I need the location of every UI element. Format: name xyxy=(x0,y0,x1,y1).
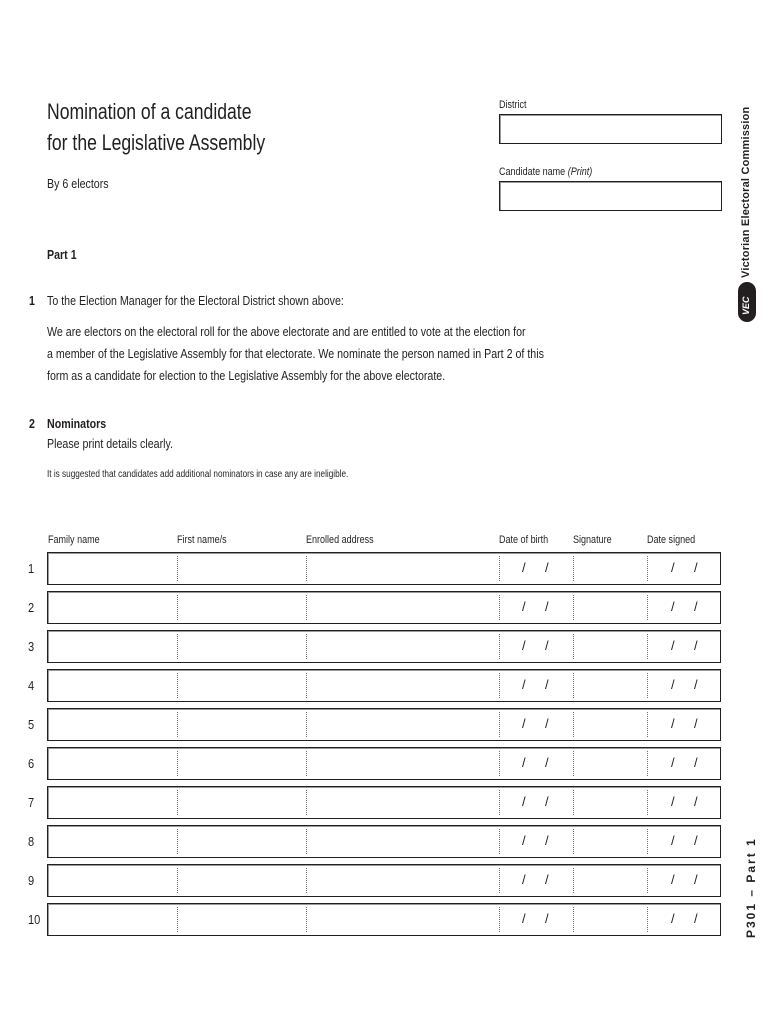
date-separator: / xyxy=(522,716,526,731)
date-separator: / xyxy=(694,755,698,770)
date-separator: / xyxy=(522,677,526,692)
cell-divider xyxy=(177,790,178,815)
cell-divider xyxy=(177,868,178,893)
row-number: 6 xyxy=(28,756,35,771)
cell-divider xyxy=(647,751,648,776)
date-separator: / xyxy=(522,833,526,848)
row-number: 3 xyxy=(28,639,35,654)
date-separator: / xyxy=(694,872,698,887)
cell-divider xyxy=(177,712,178,737)
date-separator: / xyxy=(522,638,526,653)
form-title-line1: Nomination of a candidate xyxy=(47,99,252,124)
cell-divider xyxy=(499,829,500,854)
column-header-first-names: First name/s xyxy=(177,534,227,546)
row-number: 1 xyxy=(28,561,35,576)
date-separator: / xyxy=(522,872,526,887)
cell-divider xyxy=(499,556,500,581)
cell-divider xyxy=(573,790,574,815)
date-separator: / xyxy=(671,560,675,575)
date-separator: / xyxy=(694,677,698,692)
cell-divider xyxy=(499,595,500,620)
nominator-row[interactable] xyxy=(47,903,721,936)
cell-divider xyxy=(647,634,648,659)
cell-divider xyxy=(306,751,307,776)
district-field[interactable] xyxy=(499,114,722,144)
cell-divider xyxy=(306,712,307,737)
date-separator: / xyxy=(545,638,549,653)
district-label: District xyxy=(499,99,527,111)
cell-divider xyxy=(306,556,307,581)
cell-divider xyxy=(573,673,574,698)
date-separator: / xyxy=(545,833,549,848)
nominator-row[interactable] xyxy=(47,786,721,819)
date-separator: / xyxy=(671,872,675,887)
column-header-signature: Signature xyxy=(573,534,612,546)
date-separator: / xyxy=(694,794,698,809)
section1-paragraph-line3: form as a candidate for election to the Legislative Assembly for the above electorate. xyxy=(47,368,446,383)
nominator-row[interactable] xyxy=(47,864,721,897)
date-separator: / xyxy=(545,911,549,926)
date-separator: / xyxy=(522,794,526,809)
nominator-row[interactable] xyxy=(47,552,721,585)
cell-divider xyxy=(573,556,574,581)
section2-heading: Nominators xyxy=(47,416,107,431)
date-separator: / xyxy=(545,872,549,887)
cell-divider xyxy=(647,595,648,620)
column-header-enrolled-address: Enrolled address xyxy=(306,534,374,546)
candidate-name-label: Candidate name (Print) xyxy=(499,166,593,178)
cell-divider xyxy=(177,751,178,776)
date-separator: / xyxy=(522,599,526,614)
cell-divider xyxy=(647,868,648,893)
section1-paragraph xyxy=(47,321,544,387)
cell-divider xyxy=(306,634,307,659)
cell-divider xyxy=(499,751,500,776)
date-separator: / xyxy=(694,911,698,926)
date-separator: / xyxy=(671,599,675,614)
date-separator: / xyxy=(545,677,549,692)
cell-divider xyxy=(306,790,307,815)
cell-divider xyxy=(499,712,500,737)
row-number: 10 xyxy=(28,912,41,927)
date-separator: / xyxy=(694,833,698,848)
candidate-name-field[interactable] xyxy=(499,181,722,211)
nominator-row[interactable] xyxy=(47,747,721,780)
form-code: P301 – Part 1 xyxy=(744,837,758,938)
cell-divider xyxy=(573,868,574,893)
nominator-row[interactable] xyxy=(47,708,721,741)
date-separator: / xyxy=(694,716,698,731)
cell-divider xyxy=(573,829,574,854)
row-number: 5 xyxy=(28,717,35,732)
cell-divider xyxy=(573,907,574,932)
date-separator: / xyxy=(671,716,675,731)
column-header-date-signed: Date signed xyxy=(647,534,696,546)
section2-number: 2 xyxy=(29,416,35,431)
date-separator: / xyxy=(545,794,549,809)
cell-divider xyxy=(306,907,307,932)
cell-divider xyxy=(499,907,500,932)
date-separator: / xyxy=(671,833,675,848)
date-separator: / xyxy=(671,638,675,653)
form-title-line2: for the Legislative Assembly xyxy=(47,130,266,155)
cell-divider xyxy=(499,673,500,698)
vec-logo xyxy=(738,282,756,322)
date-separator: / xyxy=(671,677,675,692)
cell-divider xyxy=(647,790,648,815)
cell-divider xyxy=(647,829,648,854)
date-separator: / xyxy=(545,716,549,731)
cell-divider xyxy=(499,790,500,815)
date-separator: / xyxy=(545,560,549,575)
section2-instruction: Please print details clearly. xyxy=(47,436,174,451)
cell-divider xyxy=(177,829,178,854)
cell-divider xyxy=(177,673,178,698)
date-separator: / xyxy=(522,560,526,575)
nominator-row[interactable] xyxy=(47,825,721,858)
nominator-row[interactable] xyxy=(47,630,721,663)
vec-logo-text: VEC xyxy=(741,296,751,315)
cell-divider xyxy=(499,634,500,659)
row-number: 4 xyxy=(28,678,35,693)
section2-note: It is suggested that candidates add additional nominators in case any are ineligible. xyxy=(47,469,349,480)
cell-divider xyxy=(306,829,307,854)
date-separator: / xyxy=(694,560,698,575)
cell-divider xyxy=(177,556,178,581)
form-title xyxy=(47,96,265,158)
part-heading: Part 1 xyxy=(47,247,77,262)
org-name: Victorian Electoral Commission xyxy=(740,106,752,278)
date-separator: / xyxy=(522,755,526,770)
cell-divider xyxy=(177,907,178,932)
section1-paragraph-line2: a member of the Legislative Assembly for that electorate. We nominate the person named in Part 2 of this xyxy=(47,346,544,361)
row-number: 7 xyxy=(28,795,35,810)
date-separator: / xyxy=(671,755,675,770)
cell-divider xyxy=(647,556,648,581)
row-number: 9 xyxy=(28,873,35,888)
cell-divider xyxy=(499,868,500,893)
cell-divider xyxy=(306,868,307,893)
cell-divider xyxy=(573,712,574,737)
cell-divider xyxy=(306,673,307,698)
section1-number: 1 xyxy=(29,293,35,308)
cell-divider xyxy=(647,907,648,932)
cell-divider xyxy=(647,673,648,698)
column-header-date-of-birth: Date of birth xyxy=(499,534,549,546)
date-separator: / xyxy=(545,599,549,614)
cell-divider xyxy=(177,595,178,620)
section1-paragraph-line1: We are electors on the electoral roll for the above electorate and are entitled to vote at the election for xyxy=(47,324,526,339)
column-header-family-name: Family name xyxy=(48,534,100,546)
date-separator: / xyxy=(671,911,675,926)
cell-divider xyxy=(573,634,574,659)
cell-divider xyxy=(306,595,307,620)
cell-divider xyxy=(573,751,574,776)
nominator-row[interactable] xyxy=(47,669,721,702)
form-subtitle: By 6 electors xyxy=(47,176,109,191)
cell-divider xyxy=(647,712,648,737)
cell-divider xyxy=(573,595,574,620)
cell-divider xyxy=(177,634,178,659)
date-separator: / xyxy=(671,794,675,809)
row-number: 8 xyxy=(28,834,35,849)
date-separator: / xyxy=(694,599,698,614)
date-separator: / xyxy=(545,755,549,770)
nominator-row[interactable] xyxy=(47,591,721,624)
row-number: 2 xyxy=(28,600,35,615)
section1-heading: To the Election Manager for the Electoral District shown above: xyxy=(47,293,344,308)
date-separator: / xyxy=(522,911,526,926)
date-separator: / xyxy=(694,638,698,653)
